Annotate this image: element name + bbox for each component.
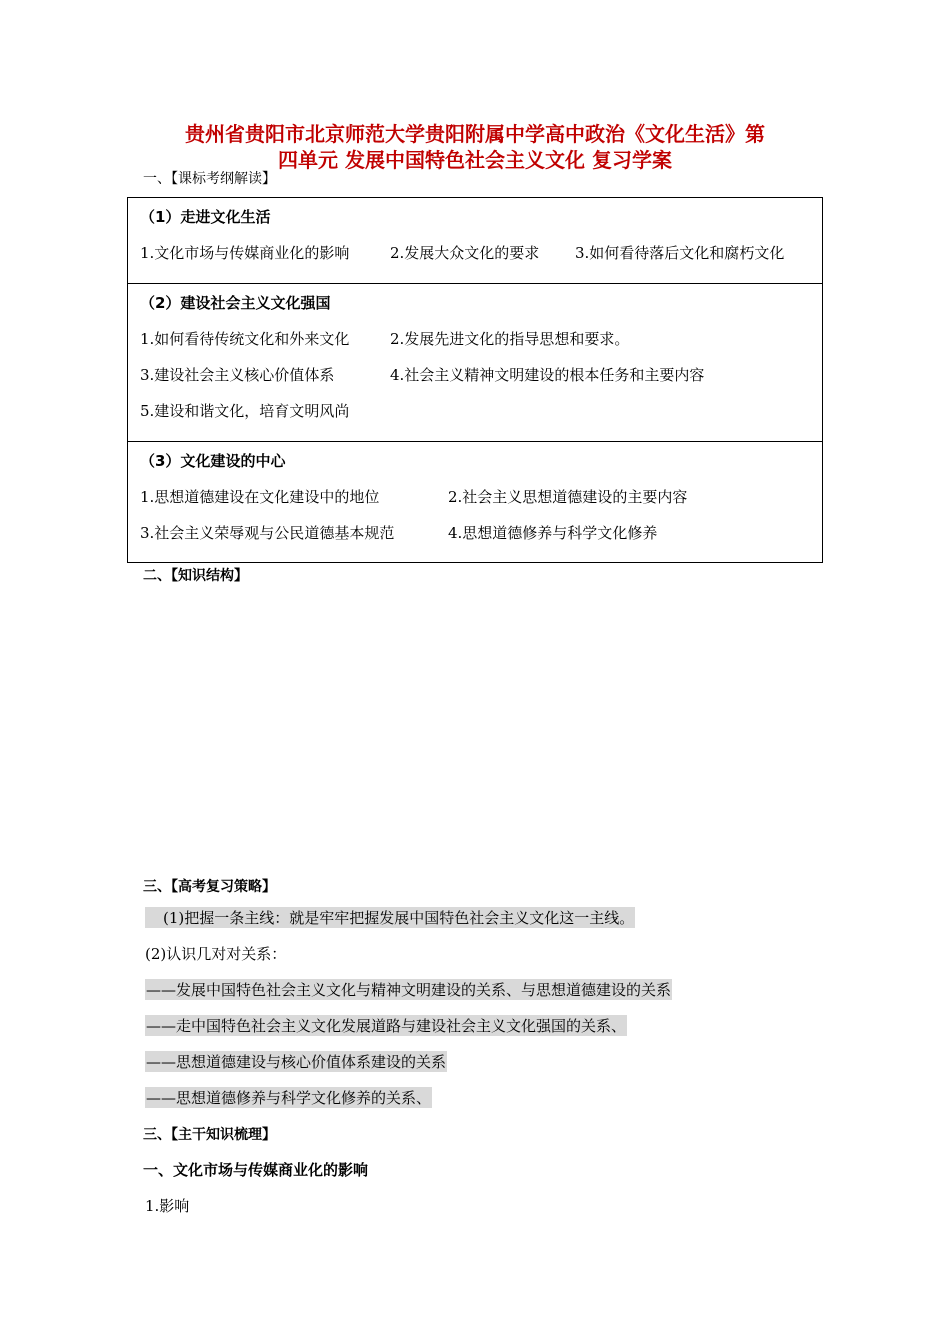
title-line-1: 贵州省贵阳市北京师范大学贵阳附属中学高中政治《文化生活》第 — [185, 122, 765, 146]
strategy-line: ——思想道德修养与科学文化修养的关系、 — [146, 1089, 432, 1107]
syllabus-item: 1.如何看待传统文化和外来文化 — [140, 330, 350, 348]
section-heading-knowledge: 三、【主干知识梳理】 — [143, 1127, 276, 1143]
syllabus-item: 2.发展先进文化的指导思想和要求。 — [390, 330, 630, 348]
strategy-line: (2)认识几对对关系： — [145, 945, 287, 963]
syllabus-item: 4.社会主义精神文明建设的根本任务和主要内容 — [390, 366, 705, 384]
syllabus-item: 1.文化市场与传媒商业化的影响 — [140, 244, 350, 262]
section-heading-strategy: 三、【高考复习策略】 — [143, 879, 276, 895]
group-title-1: （1）走进文化生活 — [140, 208, 271, 226]
group-title-2: （2）建设社会主义文化强国 — [140, 294, 331, 312]
syllabus-item: 4.思想道德修养与科学文化修养 — [448, 524, 658, 542]
strategy-line: ——走中国特色社会主义文化发展道路与建设社会主义文化强国的关系、 — [146, 1017, 627, 1035]
section-heading-syllabus: 一、【课标考纲解读】 — [143, 171, 276, 187]
strategy-line: (1)把握一条主线：就是牢牢把握发展中国特色社会主义文化这一主线。 — [145, 907, 635, 928]
syllabus-item: 2.社会主义思想道德建设的主要内容 — [448, 488, 688, 506]
syllabus-item: 3.如何看待落后文化和腐朽文化 — [575, 244, 785, 262]
document-title — [140, 121, 810, 173]
table-divider — [127, 441, 823, 442]
subsection-heading: 一、文化市场与传媒商业化的影响 — [143, 1161, 369, 1179]
section-heading-structure: 二、【知识结构】 — [143, 568, 248, 584]
syllabus-item: 1.思想道德建设在文化建设中的地位 — [140, 488, 380, 506]
body-item: 1.影响 — [145, 1197, 190, 1215]
group-title-3: （3）文化建设的中心 — [140, 452, 286, 470]
strategy-line: ——发展中国特色社会主义文化与精神文明建设的关系、与思想道德建设的关系 — [146, 981, 672, 999]
syllabus-item: 3.社会主义荣辱观与公民道德基本规范 — [140, 524, 395, 542]
strategy-line: ——思想道德建设与核心价值体系建设的关系 — [146, 1053, 447, 1071]
table-divider — [127, 283, 823, 284]
syllabus-item: 2.发展大众文化的要求 — [390, 244, 540, 262]
syllabus-item: 5.建设和谐文化，培育文明风尚 — [140, 402, 350, 420]
syllabus-item: 3.建设社会主义核心价值体系 — [140, 366, 335, 384]
title-line-2: 四单元 发展中国特色社会主义文化 复习学案 — [278, 148, 672, 172]
